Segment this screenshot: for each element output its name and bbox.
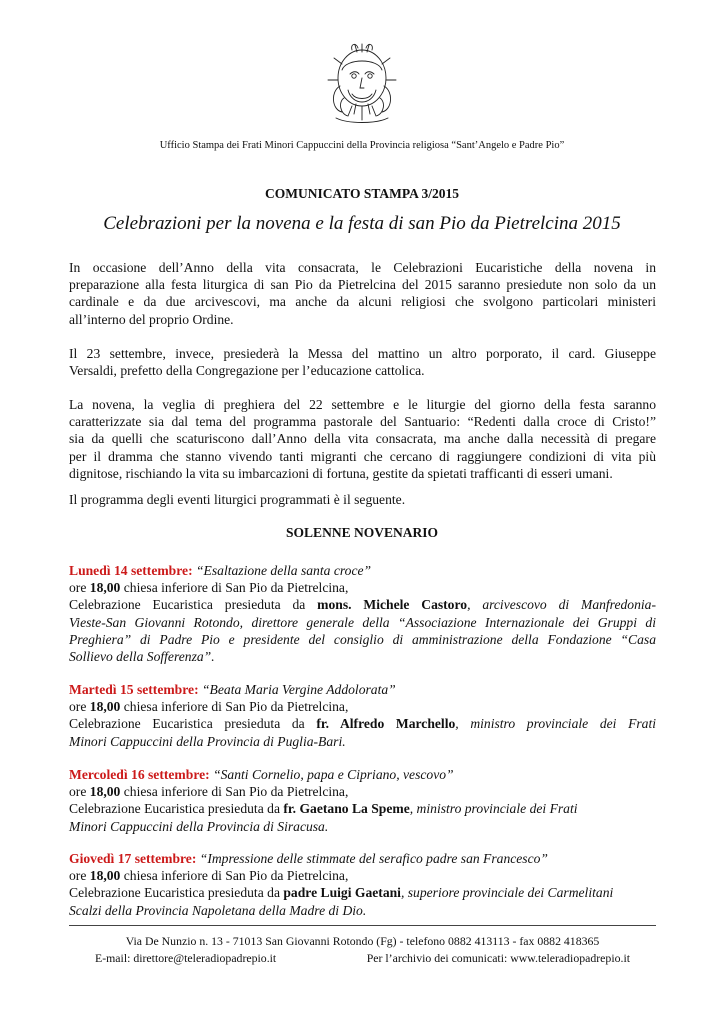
- event-role: , superiore provinciale dei Carmelitani: [400, 885, 614, 901]
- event-role: , ministro provinciale dei Frati: [409, 801, 578, 817]
- event-celebrant: mons. Michele Castoro: [317, 597, 468, 613]
- event-role: Minori Cappuccini della Provincia di Puglia-Bari.: [69, 733, 346, 749]
- document-title: Celebrazioni per la novena e la festa di san Pio da Pietrelcina 2015: [103, 213, 621, 234]
- paragraph-line: Versaldi, prefetto della Congregazione per l’educazione cattolica.: [69, 363, 425, 379]
- event-role: , arcivescovo di Manfredonia-: [467, 597, 656, 613]
- footer-divider: [69, 925, 656, 926]
- event-time: 18,00: [89, 784, 121, 800]
- event-date: Martedì 15 settembre:: [69, 682, 199, 697]
- event-time-prefix: ore: [69, 868, 90, 884]
- press-release-number: COMUNICATO STAMPA 3/2015: [264, 186, 459, 201]
- paragraph-2: [69, 345, 656, 379]
- event-time: 18,00: [89, 868, 121, 884]
- event-item: [69, 562, 656, 665]
- section-title: SOLENNE NOVENARIO: [286, 525, 438, 540]
- event-theme: “Impressione delle stimmate del serafico padre san Francesco”: [199, 851, 548, 866]
- paragraph-line: sia da quelli che scaturiscono dall’Anno della vita consacrata, ma anche dalla necessità di pregare: [69, 431, 656, 447]
- event-celebration: Celebrazione Eucaristica presieduta da: [69, 801, 284, 817]
- event-role: Vieste-San Giovanni Rotondo, direttore generale della “Associazione Internazionale dei Gruppi di: [69, 614, 656, 630]
- office-heading: Ufficio Stampa dei Frati Minori Cappuccini della Provincia religiosa “Sant’Angelo e Padre Pio”: [159, 140, 565, 151]
- event-celebrant: fr. Alfredo Marchello: [316, 716, 456, 732]
- event-celebrant: padre Luigi Gaetani: [283, 885, 401, 901]
- paragraph-line: dignitose, rischiando la vita su imbarcazioni di fortuna, gestite da spietati trafficanti di esseri umani.: [69, 465, 613, 481]
- event-celebrant: fr. Gaetano La Speme: [283, 801, 410, 817]
- footer-email: E-mail: direttore@teleradiopadrepio.it: [95, 951, 277, 965]
- footer-address: Via De Nunzio n. 13 - 71013 San Giovanni Rotondo (Fg) - telefono 0882 413113 - fax 0882 418365: [125, 934, 600, 948]
- event-theme: “Santi Cornelio, papa e Cipriano, vescovo”: [213, 767, 454, 782]
- paragraph-line: La novena, la veglia di preghiera del 22 settembre e le liturgie del giorno della festa saranno: [69, 397, 656, 412]
- event-time-prefix: ore: [69, 699, 90, 715]
- event-place: chiesa inferiore di San Pio da Pietrelcina,: [120, 868, 349, 884]
- paragraph-line: cardinale e da due arcivescovi, ma anche da alcuni religiosi che svolgono particolari ministeri: [69, 294, 656, 310]
- event-celebration: Celebrazione Eucaristica presieduta da: [69, 885, 284, 901]
- event-theme: “Beata Maria Vergine Addolorata”: [202, 682, 396, 697]
- padre-pio-sketch-icon: [322, 40, 402, 128]
- event-role: Preghiera” di Padre Pio e presidente del consiglio di amministrazione della Fondazione “Casa: [69, 631, 656, 647]
- event-role: Minori Cappuccini della Provincia di Siracusa.: [69, 818, 329, 834]
- event-time-prefix: ore: [69, 784, 90, 800]
- event-item: [69, 850, 656, 919]
- event-item: [69, 681, 656, 750]
- event-place: chiesa inferiore di San Pio da Pietrelcina,: [120, 580, 349, 596]
- event-date: Giovedì 17 settembre:: [69, 851, 197, 866]
- event-role: Sollievo della Sofferenza”.: [69, 649, 215, 665]
- paragraph-line: Il 23 settembre, invece, presiederà la Messa del mattino un altro porporato, il card. Giuseppe: [69, 346, 656, 361]
- paragraph-line: per il dramma che stanno vivendo tanti migranti che cercano di raggiungere condizioni di vita più: [69, 448, 656, 464]
- footer-archive: Per l’archivio dei comunicati: www.teleradiopadrepio.it: [366, 951, 630, 965]
- event-item: [69, 766, 656, 835]
- paragraph-line: preparazione alla festa liturgica di san Pio da Pietrelcina del 2015 saranno presiedute non solo da un: [69, 277, 656, 293]
- paragraph-1: [69, 259, 656, 328]
- footer-contacts: [69, 951, 656, 966]
- paragraph-line: all’interno del proprio Ordine.: [69, 311, 234, 327]
- event-place: chiesa inferiore di San Pio da Pietrelcina,: [120, 784, 349, 800]
- event-time: 18,00: [89, 699, 121, 715]
- paragraph-line: In occasione dell’Anno della vita consacrata, le Celebrazioni Eucaristiche della novena in: [69, 260, 656, 275]
- event-celebration: Celebrazione Eucaristica presieduta da: [69, 597, 318, 613]
- paragraph-4: Il programma degli eventi liturgici programmati è il seguente.: [69, 492, 406, 507]
- event-role: , ministro provinciale dei Frati: [455, 716, 657, 732]
- event-date: Mercoledì 16 settembre:: [69, 767, 210, 782]
- event-date: Lunedì 14 settembre:: [69, 563, 193, 578]
- event-time: 18,00: [89, 580, 121, 596]
- event-role: Scalzi della Provincia Napoletana della Madre di Dio.: [69, 902, 367, 918]
- event-place: chiesa inferiore di San Pio da Pietrelcina,: [120, 699, 349, 715]
- paragraph-3: [69, 396, 656, 482]
- paragraph-line: caratterizzate sia dal tema del programma pastorale del Santuario: “Redenti dalla croce di Cristo!”: [69, 414, 656, 430]
- event-celebration: Celebrazione Eucaristica presieduta da: [69, 716, 317, 732]
- event-time-prefix: ore: [69, 580, 90, 596]
- event-theme: “Esaltazione della santa croce”: [196, 563, 372, 578]
